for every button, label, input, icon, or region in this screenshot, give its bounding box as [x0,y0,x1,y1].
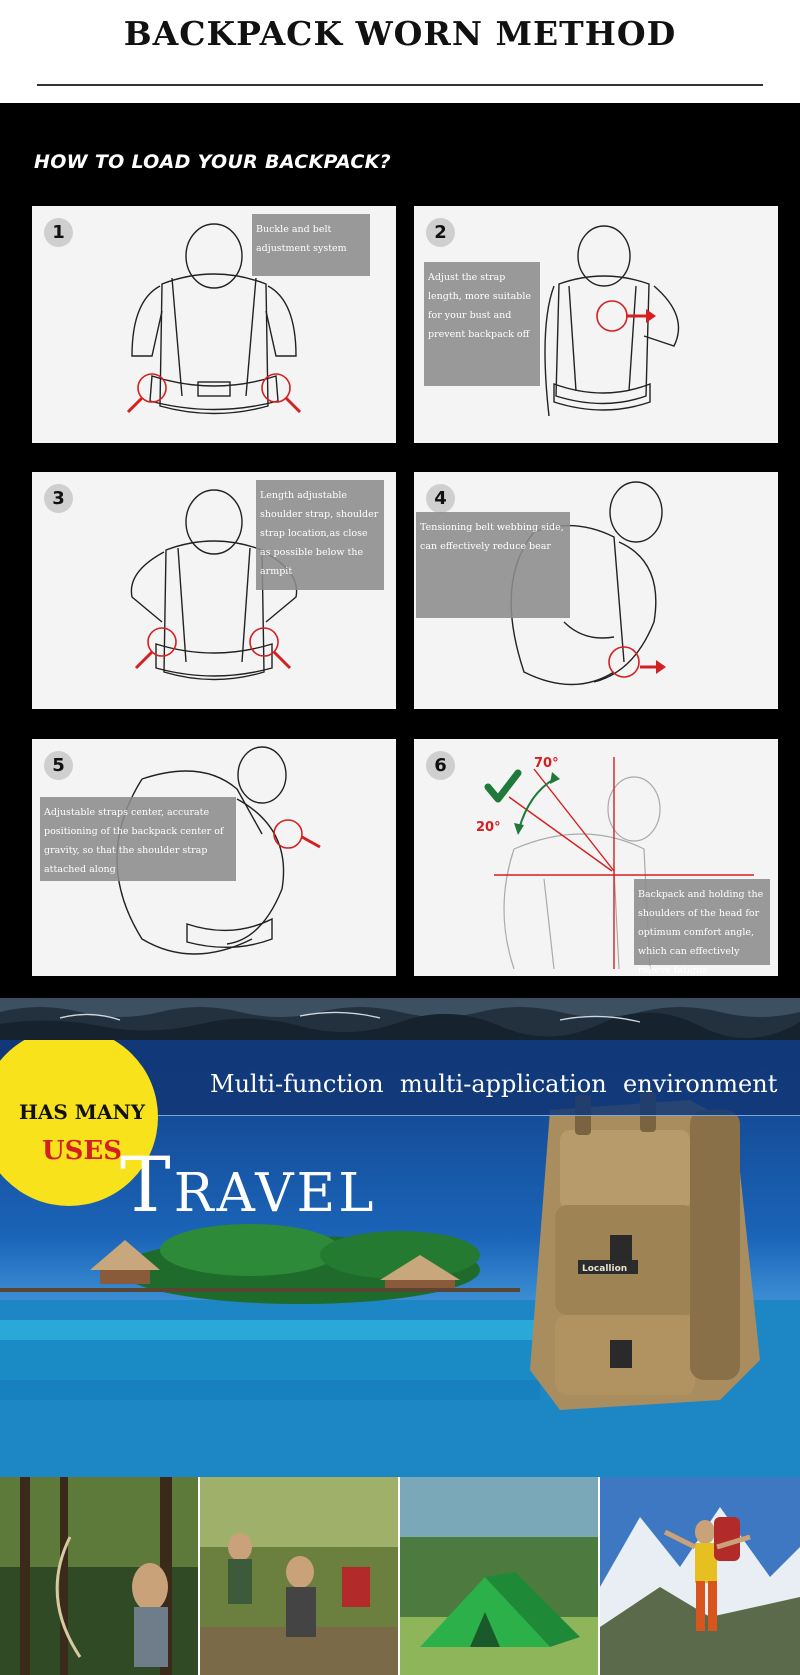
guide-heading: HOW TO LOAD YOUR BACKPACK? [34,151,391,173]
travel-banner [0,1040,800,1477]
step-number: 4 [426,484,455,513]
step-card-2 [414,206,778,443]
step-card-4 [414,472,778,709]
backpack-image [530,1092,760,1410]
badge-line-1: HAS MANY [18,1100,146,1124]
angle-20-label: 20° [476,820,501,835]
hiking-photo [200,1477,398,1675]
step-card-1 [32,206,396,443]
step-number: 6 [426,751,455,780]
archery-photo [0,1477,198,1675]
step-number: 2 [426,218,455,247]
svg-text:Locallion: Locallion [582,1264,628,1274]
ocean-wave-divider [0,998,800,1040]
tagline-2: multi-application [400,1070,607,1098]
step-card-5 [32,739,396,976]
travel-headline: Travel [120,1140,377,1229]
page-title: BACKPACK WORN METHOD [123,14,677,53]
check-icon [488,773,518,799]
badge-line-2: USES [41,1136,123,1166]
step-note: Adjust the strap length, more suitable for your bust and prevent backpack off [424,262,540,386]
step-number: 5 [44,751,73,780]
camping-tent-photo [400,1477,598,1675]
step-note: Length adjustable shoulder strap, shoulder strap location,as close as possible below the armpit [256,480,384,590]
step-number: 1 [44,218,73,247]
mountain-trekking-photo [600,1477,800,1675]
loading-guide-panel [0,103,800,998]
step-note: Adjustable straps center, accurate positioning of the backpack center of gravity, so that the shoulder strap attached along [40,797,236,881]
tagline-3: environment [623,1070,778,1098]
step-note: Tensioning belt webbing side, can effectively reduce bear [416,512,570,618]
step-note: Backpack and holding the shoulders of the head for optimum comfort angle, which can effectively relieve fatigue [634,879,770,965]
activity-photo-strip [0,1477,800,1675]
tagline-1: Multi-function [210,1070,384,1098]
step-note: Buckle and belt adjustment system [252,214,370,276]
step-card-6 [414,739,778,976]
step-number: 3 [44,484,73,513]
angle-70-label: 70° [534,756,559,771]
header-divider [37,84,763,86]
step-card-3 [32,472,396,709]
page-header [0,0,800,103]
